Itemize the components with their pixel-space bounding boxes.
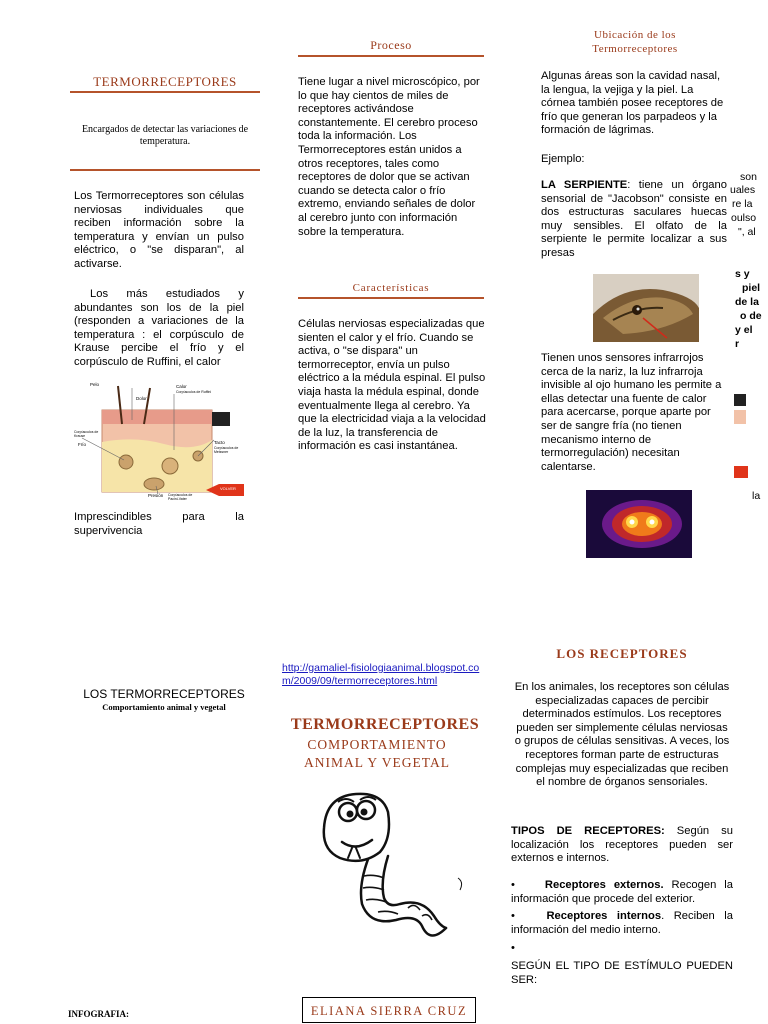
thermal-snake-image <box>586 490 692 558</box>
list-item-externos <box>511 879 733 906</box>
caracteristicas-rule <box>298 297 484 299</box>
edge-fragment: r <box>735 338 740 350</box>
fig-label-meissner: Corpúsculos de Meissner <box>214 446 239 454</box>
cartoon-snake-illustration <box>318 786 468 951</box>
internos-text: . Reciben la información del medio interno. <box>511 910 733 936</box>
edge-fragment: la <box>752 490 761 502</box>
proceso-title: Proceso <box>370 38 412 52</box>
serpiente-paragraph <box>541 179 727 261</box>
fig-label-tacto: Tacto <box>214 440 225 445</box>
ubicacion-title: Ubicación de los Termorreceptores <box>592 29 678 55</box>
externos-text: Recogen la información que procede del exterior. <box>511 879 733 905</box>
skin-receptors-figure <box>74 380 244 502</box>
segun-paragraph: SEGÚN EL TIPO DE ESTÍMULO PUEDEN SER: <box>511 960 733 986</box>
fig-label-krause: Corpúsculos de Krause <box>74 430 99 438</box>
edge-fragment: re la <box>732 198 753 210</box>
edge-fragment: ", al <box>738 226 756 238</box>
caracteristicas-text: Células nerviosas especializadas que sienten el calor y el frío. Cuando se activa, o "se dispara" un termorreceptor, envía un pulso eléctrico a la médula espinal. El pulso viaja hasta la médula espinal, donde eventualmente llega al cerebro. Ya que la electricidad viaja a la velocidad de la luz, la transferencia de información es casi instantánea. <box>298 318 486 453</box>
back-button[interactable]: VOLVER <box>220 486 236 491</box>
receptores-title: LOS RECEPTORES <box>556 646 688 661</box>
cover-title: TERMORRECEPTORES <box>290 716 480 733</box>
proceso-rule <box>298 55 484 57</box>
fig-label-dolor: Dolor <box>136 396 147 401</box>
cover-subtitle-2: ANIMAL Y VEGETAL <box>304 755 450 770</box>
fig-label-frio: Frío <box>78 442 87 447</box>
edge-fragment: de la <box>735 296 759 308</box>
edge-fragment: o de <box>740 310 762 322</box>
edge-fragment: uales <box>730 184 756 196</box>
bullet: • <box>511 910 515 922</box>
serpiente-label: LA SERPIENTE <box>541 179 628 191</box>
back-title: LOS TERMORRECEPTORES <box>83 687 245 701</box>
left-paragraph-3: Imprescindibles para la supervivencia <box>74 511 244 537</box>
edge-red-fragment <box>734 466 748 478</box>
source-link[interactable]: http://gamaliel-fisiologiaanimal.blogspot.com/2009/09/termorreceptores.html <box>282 662 480 687</box>
snake-head-photo <box>593 274 699 342</box>
tipos-text: Según su localización los receptores pueden ser externos e internos. <box>511 825 733 865</box>
proceso-text: Tiene lugar a nivel microscópico, por lo que hay cientos de miles de receptores activándose constantemente. El cerebro proceso toda la información. Los Termorreceptores están unidos a otros receptores, tales como receptores de dolor que se activan cuando se detecta calor o frío extremo, enviando señales de dolor al cerebro junto con información sobre la temperatura. <box>298 76 480 238</box>
fig-label-calor: Calor <box>176 384 187 389</box>
left-paragraph-2: Los más estudiados y abundantes son los de la piel (responden a variaciones de la temperatura : el corpúsculo de Krause percibe el frío y el corpúsculo de Ruffini, el calor <box>74 288 244 368</box>
left-subtitle: Encargados de detectar las variaciones de temperatura. <box>81 124 249 147</box>
list-item-internos <box>511 910 733 937</box>
left-paragraph-1: Los Termorreceptores son células nerviosas individuales que reciben información sobre la temperatura y envían un pulso eléctrico, o "se disparan", al activarse. <box>74 190 244 270</box>
edge-fragment: oulso <box>731 212 757 224</box>
fig-label-ruffini: Corpúsculos de Ruffini <box>176 390 212 394</box>
receptores-paragraph: En los animales, los receptores son células especializadas capaces de percibir determinados estímulos. Los receptores pueden ser simplemente células nerviosas o grupos de células sensitivas. A veces, los receptores forman parte de estructuras complejas muy especializadas que reciben el nombre de órganos sensoriales. <box>514 681 730 789</box>
infrarrojos-paragraph: Tienen unos sensores infrarrojos cerca de la nariz, la luz infrarroja invisible al ojo humano les permite a ellas detectar una fuente de calor para acercarse, porque aparte por ser de sangre fría (no tienen mecanismo interno de termorregulación) necesitan calentarse. <box>541 352 722 473</box>
edge-fragment: son <box>740 171 757 183</box>
list-item-empty: • <box>511 942 515 954</box>
fig-label-presion: Presión <box>148 493 164 498</box>
edge-fragment: y el <box>735 324 753 336</box>
tipos-paragraph <box>511 825 733 866</box>
bullet: • <box>511 879 515 891</box>
left-title: TERMORRECEPTORES <box>93 74 237 89</box>
edge-fragment: piel <box>742 282 761 294</box>
back-subtitle: Comportamiento animal y vegetal <box>102 702 226 712</box>
infografia-label: INFOGRAFIA: <box>68 1009 129 1019</box>
fig-label-pacini: Corpúsculos de Pacini-Vater <box>168 493 193 501</box>
ubicacion-paragraph-1: Algunas áreas son la cavidad nasal, la lengua, la vejiga y la piel. La córnea también posee receptores de frío que generan los parpadeos y la formación de lágrimas. <box>541 70 724 137</box>
author-box: ELIANA SIERRA CRUZ <box>302 997 476 1023</box>
tipos-label: TIPOS DE RECEPTORES: <box>511 825 665 837</box>
serpiente-text: : tiene un órgano sensorial de "Jacobson" consiste en dos estructuras saculares huecas muy sensibles. El olfato de la serpiente le permite localizar a sus presas <box>541 179 727 259</box>
externos-label: Receptores externos. <box>544 879 664 891</box>
left-subtitle-rule <box>70 169 260 171</box>
edge-figure-fragment <box>734 394 748 432</box>
internos-label: Receptores internos <box>546 910 662 922</box>
edge-fragment: s y <box>735 268 750 280</box>
fig-label-pelo: Pelo <box>90 382 100 387</box>
left-title-rule <box>70 91 260 93</box>
ejemplo-label: Ejemplo: <box>541 153 585 165</box>
cover-subtitle-1: COMPORTAMIENTO <box>307 737 447 752</box>
caracteristicas-title: Características <box>352 282 430 294</box>
